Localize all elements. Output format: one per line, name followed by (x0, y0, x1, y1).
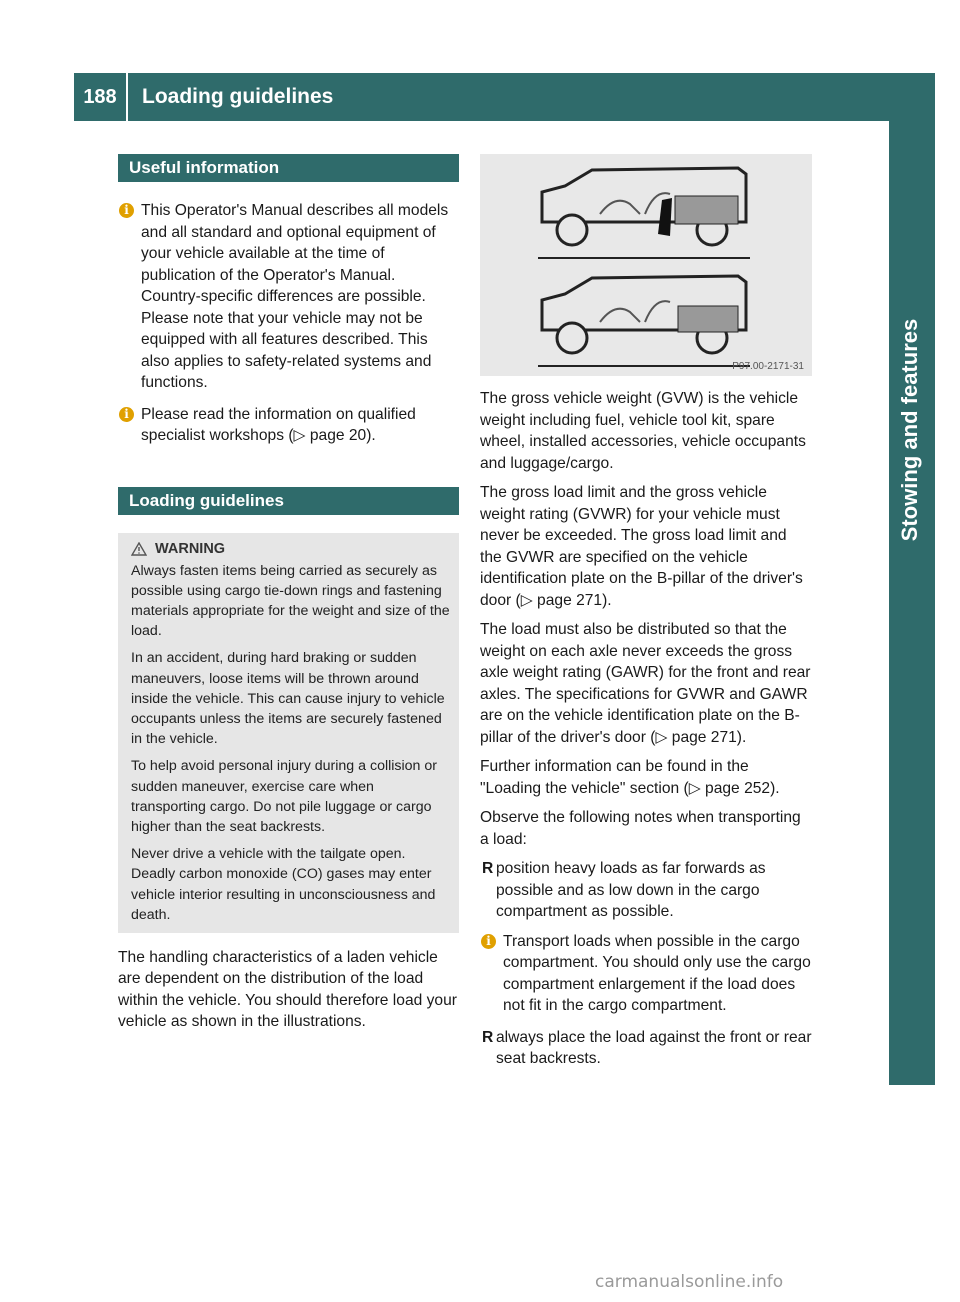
warning-triangle-icon (131, 542, 147, 556)
info-note (480, 931, 812, 1017)
info-note-text: Transport loads when possible in the cargo compartment. You should only use the cargo compartment enlargement if the load does not fit in the cargo compartment. (503, 932, 811, 1014)
warning-box (118, 533, 459, 933)
info-note (118, 200, 459, 394)
loading-heading: Loading guidelines (118, 487, 459, 515)
chapter-tab (889, 73, 935, 1085)
list-item (480, 858, 812, 923)
page-header (74, 73, 889, 121)
figure-code: P97.00-2171-31 (732, 361, 804, 372)
chapter-tab-label: Stowing and features (897, 318, 922, 542)
list-item (480, 1027, 812, 1070)
page-title: Loading guidelines (142, 85, 334, 108)
warning-label: WARNING (155, 540, 226, 557)
info-note-text: This Operator's Manual describes all models and all standard and optional equipment of your vehicle available at the time of publication of the Operator's Manual. Country-specific differences are possible. Please note that your vehicle may not be equipped with all features described. This also applies to safety-related systems and functions. (141, 202, 449, 391)
warning-paragraph: In an accident, during hard braking or sudden maneuvers, loose items will be thrown around inside the vehicle. This can cause injury to vehicle occupants unless the items are securely fastened in the vehicle. (131, 650, 445, 748)
list-item-text: position heavy loads as far forwards as possible and as low down in the cargo compartment as possible. (496, 860, 766, 920)
info-icon: i (119, 203, 134, 218)
useful-info-heading: Useful information (118, 154, 459, 182)
paragraph: The gross load limit and the gross vehicle weight rating (GVWR) for your vehicle must never be exceeded. The gross load limit and the GVWR are specified on the vehicle identification plate on the B-pillar of the driver's door (▷ page 271). (480, 484, 803, 609)
loading-illustration (480, 154, 812, 376)
watermark: carmanualsonline.info (595, 1272, 784, 1292)
paragraph: Further information can be found in the "Loading the vehicle" section (▷ page 252). (480, 758, 780, 797)
info-icon: i (481, 934, 496, 949)
loading-intro: The handling characteristics of a laden vehicle are dependent on the distribution of the load within the vehicle. You should therefore load your vehicle as shown in the illustrations. (118, 948, 457, 1031)
info-note (118, 404, 459, 447)
paragraph: Observe the following notes when transporting a load: (480, 809, 801, 848)
right-column (480, 154, 812, 1078)
info-icon: i (119, 407, 134, 422)
paragraph: The load must also be distributed so that the weight on each axle never exceeds the gross axle weight rating (GAWR) for the front and rear axles. The specifications for GVWR and GAWR are on the vehicle identification plate on the B-pillar of the driver's door (▷ page 271). (480, 621, 811, 746)
bullet-marker: R (482, 860, 494, 877)
paragraph: The gross vehicle weight (GVW) is the vehicle weight including fuel, vehicle tool kit, spare wheel, installed accessories, vehicle occupants and luggage/cargo. (480, 390, 806, 472)
bullet-marker: R (482, 1028, 494, 1046)
left-column (118, 154, 459, 1041)
warning-paragraph: To help avoid personal injury during a collision or sudden maneuver, exercise care when transporting cargo. Do not pile luggage or cargo higher than the seat backrests. (131, 758, 437, 835)
warning-paragraph: Always fasten items being carried as securely as possible using cargo tie-down rings and fastening materials appropriate for the weight and size of the load. (131, 562, 450, 640)
warning-header (131, 541, 451, 557)
vehicle-loading-diagram (480, 154, 812, 376)
list-item-text: always place the load against the front or rear seat backrests. (496, 1028, 812, 1067)
warning-paragraph: Never drive a vehicle with the tailgate open. Deadly carbon monoxide (CO) gases may enter vehicle interior resulting in unconsciousness and death. (131, 846, 436, 923)
info-note-text: Please read the information on qualified specialist workshops (▷ page 20). (141, 405, 416, 444)
page-number: 188 (74, 73, 128, 121)
chapter-tab-marker (889, 1040, 935, 1085)
